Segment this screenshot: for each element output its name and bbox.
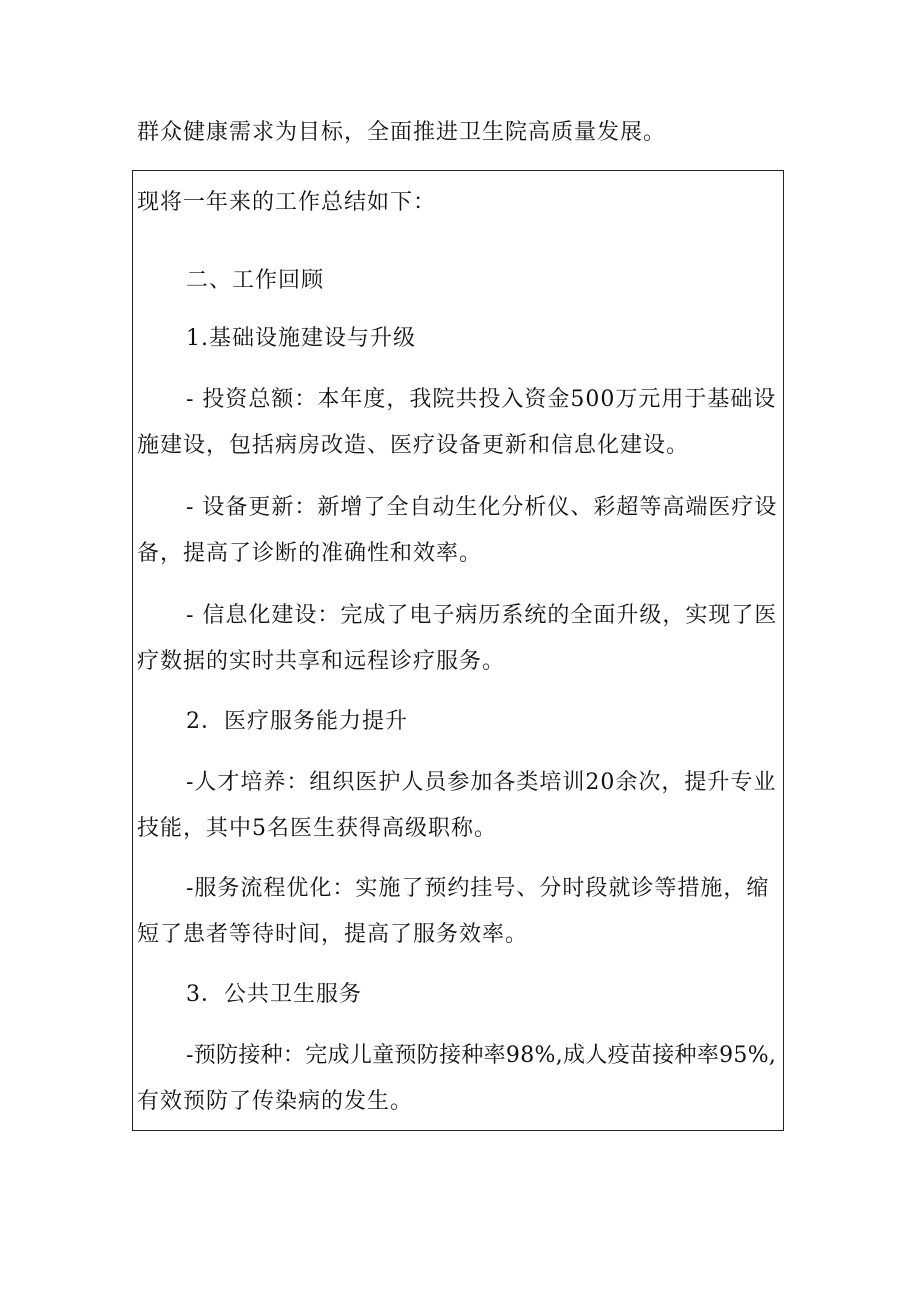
item3-title: 3．公共卫生服务: [186, 982, 362, 1007]
item1-title: 1.基础设施建设与升级: [186, 326, 416, 351]
item1-invest-line1: - 投资总额：本年度，我院共投入资金500万元用于基础设: [186, 387, 777, 412]
item1-invest-line2: 施建设，包括病房改造、医疗设备更新和信息化建设。: [137, 433, 690, 458]
item3-vacc-line1: -预防接种：完成儿童预防接种率98%,成人疫苗接种率95%,: [186, 1043, 777, 1068]
item2-title: 2．医疗服务能力提升: [186, 709, 408, 734]
item1-equip-line2: 备，提高了诊断的准确性和效率。: [137, 541, 483, 566]
item1-equip-line1: - 设备更新：新增了全自动生化分析仪、彩超等高端医疗设: [186, 495, 778, 520]
item2-flow-line2: 短了患者等待时间，提高了服务效率。: [137, 922, 529, 947]
item2-talent-line2: 技能，其中5名医生获得高级职称。: [137, 816, 497, 841]
lead-line: 现将一年来的工作总结如下：: [137, 190, 437, 215]
item2-talent-line1: -人才培养：组织医护人员参加各类培训20余次，提升专业: [186, 770, 777, 795]
item3-vacc-line2: 有效预防了传染病的发生。: [137, 1089, 414, 1114]
section-title: 二、工作回顾: [186, 268, 325, 293]
intro-line: 群众健康需求为目标，全面推进卫生院高质量发展。: [137, 120, 667, 145]
item1-info-line1: - 信息化建设：完成了电子病历系统的全面升级，实现了医: [186, 603, 778, 628]
item2-flow-line1: -服务流程优化：实施了预约挂号、分时段就诊等措施，缩: [186, 876, 770, 901]
item1-info-line2: 疗数据的实时共享和远程诊疗服务。: [137, 649, 506, 674]
